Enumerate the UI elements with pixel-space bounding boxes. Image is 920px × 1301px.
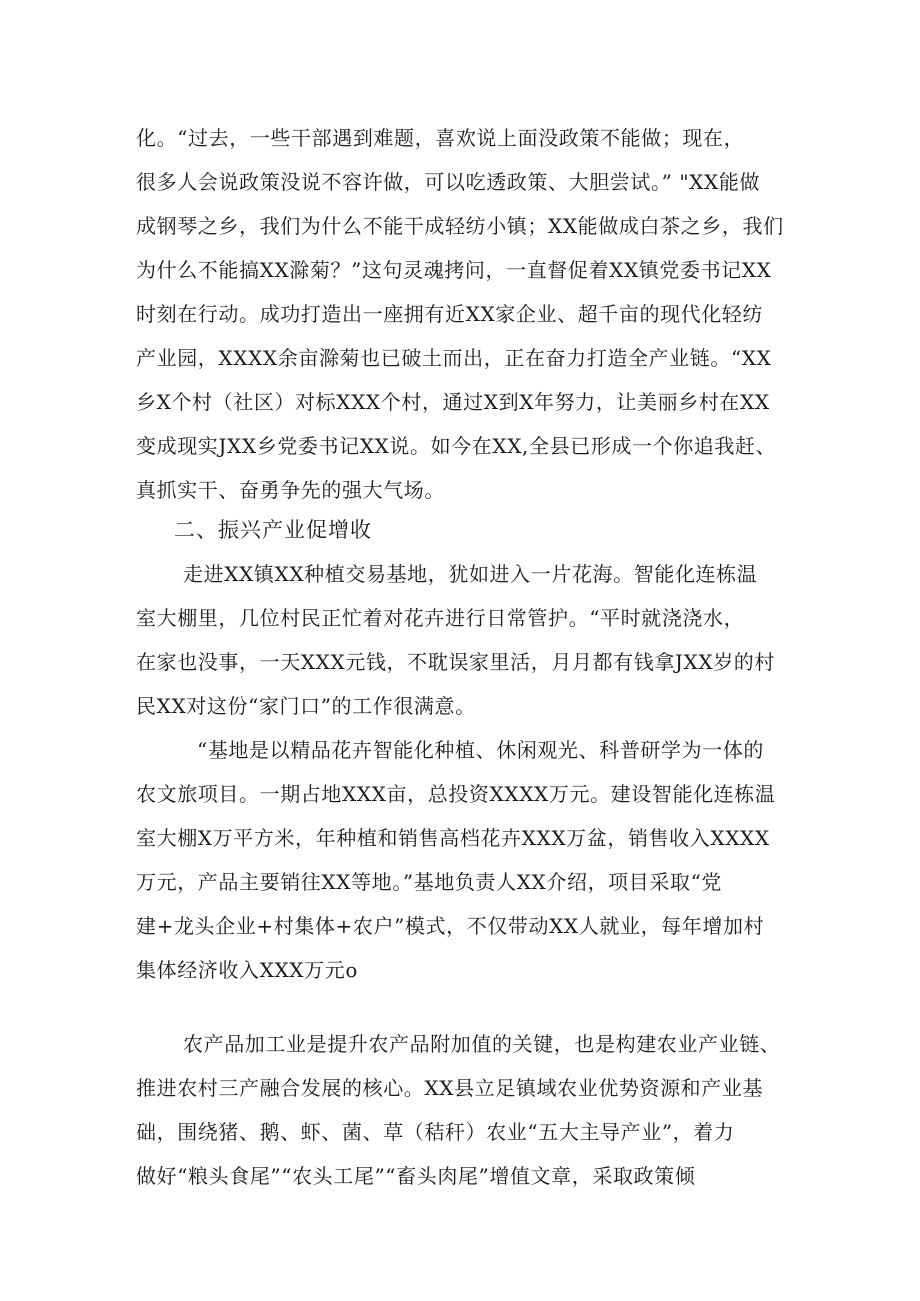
paragraph-1-line-6: 产业园，XXXX余亩滁菊也已破土而出，正在奋力打造全产业链。“XX <box>136 346 772 370</box>
paragraph-2-line-1: 走进XX镇XX种植交易基地，犹如进入一片花海。智能化连栋温 <box>183 562 758 586</box>
paragraph-3-line-5: 建+龙头企业+村集体+农户”模式，不仅带动XX人就业，每年增加村 <box>136 914 765 938</box>
paragraph-1-line-9: 真抓实干、奋勇争先的强大气场。 <box>136 478 445 502</box>
paragraph-1-line-5: 时刻在行动。成功打造出一座拥有近XX家企业、超千亩的现代化轻纺 <box>136 302 764 326</box>
paragraph-3-line-3: 室大棚X万平方米，年种植和销售高档花卉XXX万盆，销售收入XXXX <box>136 826 770 850</box>
paragraph-1-line-7: 乡X个村（社区）对标XXX个村，通过X到X年努力，让美丽乡村在XX <box>136 390 770 414</box>
paragraph-2-line-2: 室大棚里，几位村民正忙着对花卉进行日常管护。“平时就浇浇水， <box>136 606 745 630</box>
section-heading: 二、振兴产业促增收 <box>174 518 372 542</box>
paragraph-3-line-1: “基地是以精品花卉智能化种植、休闲观光、科普研学为一体的 <box>197 738 765 762</box>
paragraph-4-line-3: 础，围绕猪、鹅、虾、菌、草（秸秆）农业“五大主导产业”，着力 <box>136 1120 735 1144</box>
paragraph-4-line-4: 做好“粮头食尾”“农头工尾”“畜头肉尾”增值文章，采取政策倾 <box>136 1164 696 1188</box>
paragraph-4-line-1: 农产品加工业是提升农产品附加值的关键，也是构建农业产业链、 <box>183 1032 781 1056</box>
paragraph-4-line-2: 推进农村三产融合发展的核心。XX县立足镇域农业优势资源和产业基 <box>136 1076 764 1100</box>
paragraph-3-line-6: 集体经济收入XXX万元o <box>136 958 358 982</box>
paragraph-1-line-8: 变成现实JXX乡党委书记XX说。如今在XX,全县已形成一个你追我赶、 <box>136 434 777 458</box>
paragraph-1-line-4: 为什么不能搞XX滁菊？”这句灵魂拷问，一直督促着XX镇党委书记XX <box>136 258 772 282</box>
paragraph-1-line-3: 成钢琴之乡，我们为什么不能干成轻纺小镇；XX能做成白茶之乡，我们 <box>136 214 784 238</box>
paragraph-2-line-4: 民XX对这份“家门口”的工作很满意。 <box>136 694 476 718</box>
paragraph-1-line-2: 很多人会说政策没说不容许做，可以吃透政策、大胆尝试。” "XX能做 <box>136 170 761 194</box>
paragraph-3-line-4: 万元，产品主要销往XX等地。”基地负责人XX介绍，项目采取“党 <box>136 870 723 894</box>
paragraph-3-line-2: 农文旅项目。一期占地XXX亩，总投资XXXX万元。建设智能化连栋温 <box>136 782 776 806</box>
paragraph-2-line-3: 在家也没事，一天XXX元钱，不耽误家里活，月月都有钱拿JXX岁的村 <box>136 650 776 674</box>
paragraph-1-line-1: 化。“过去，一些干部遇到难题，喜欢说上面没政策不能做；现在， <box>136 126 745 150</box>
